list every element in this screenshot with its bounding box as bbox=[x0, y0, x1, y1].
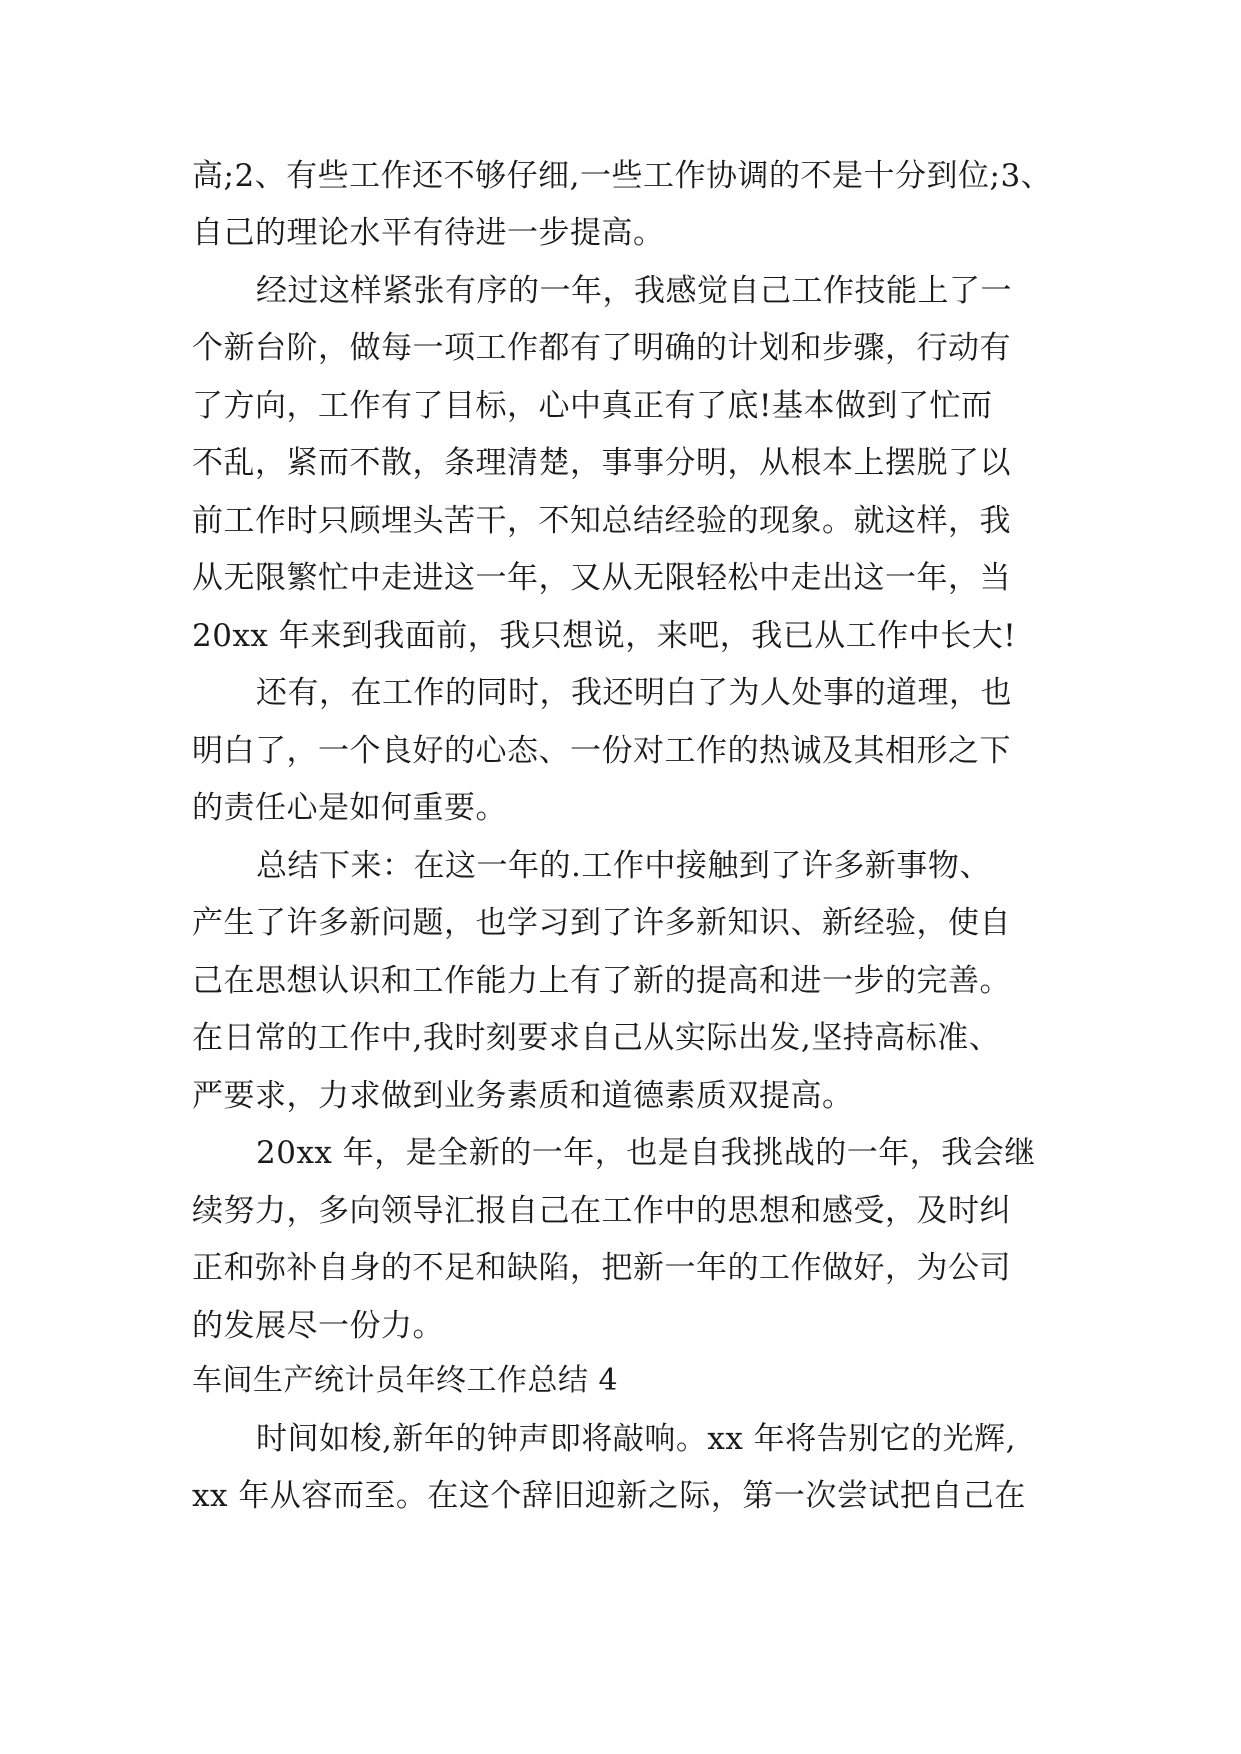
paragraph-first-line: 经过这样紧张有序的一年，我感觉自己工作技能上了一 bbox=[256, 273, 1012, 309]
text-line: 产生了许多新问题，也学习到了许多新知识、新经验，使自 bbox=[192, 905, 1011, 941]
text-line: 了方向，工作有了目标，心中真正有了底!基本做到了忙而 bbox=[192, 388, 993, 424]
paragraph-first-line: 20xx 年，是全新的一年，也是自我挑战的一年，我会继 bbox=[256, 1135, 1036, 1171]
text-line: 自己的理论水平有待进一步提高。 bbox=[192, 215, 665, 251]
text-line: 个新台阶，做每一项工作都有了明确的计划和步骤，行动有 bbox=[192, 330, 1011, 366]
text-line: 正和弥补自身的不足和缺陷，把新一年的工作做好，为公司 bbox=[192, 1250, 1011, 1286]
text-line: 前工作时只顾埋头苦干，不知总结经验的现象。就这样，我 bbox=[192, 503, 1011, 539]
text-line: 从无限繁忙中走进这一年，又从无限轻松中走出这一年，当 bbox=[192, 560, 1011, 596]
text-line: 的发展尽一份力。 bbox=[192, 1308, 444, 1344]
paragraph-first-line: 还有，在工作的同时，我还明白了为人处事的道理，也 bbox=[256, 675, 1012, 711]
text-line: 己在思想认识和工作能力上有了新的提高和进一步的完善。 bbox=[192, 963, 1011, 999]
text-line: 20xx 年来到我面前，我只想说，来吧，我已从工作中长大! bbox=[192, 618, 1017, 654]
paragraph-first-line: 时间如梭,新年的钟声即将敲响。xx 年将告别它的光辉, bbox=[256, 1421, 1017, 1457]
text-line: 在日常的工作中,我时刻要求自己从实际出发,坚持高标准、 bbox=[192, 1020, 1001, 1056]
text-line: 不乱，紧而不散，条理清楚，事事分明，从根本上摆脱了以 bbox=[192, 445, 1011, 481]
text-line: 明白了，一个良好的心态、一份对工作的热诚及其相形之下 bbox=[192, 733, 1011, 769]
text-line: 严要求，力求做到业务素质和道德素质双提高。 bbox=[192, 1078, 854, 1114]
paragraph-first-line: 总结下来：在这一年的.工作中接触到了许多新事物、 bbox=[256, 848, 991, 884]
section-heading: 车间生产统计员年终工作总结 4 bbox=[192, 1363, 619, 1398]
text-line: 续努力，多向领导汇报自己在工作中的思想和感受，及时纠 bbox=[192, 1193, 1011, 1229]
text-line: xx 年从容而至。在这个辞旧迎新之际，第一次尝试把自己在 bbox=[192, 1478, 1026, 1514]
text-line: 的责任心是如何重要。 bbox=[192, 790, 507, 826]
text-line: 高;2、有些工作还不够仔细,一些工作协调的不是十分到位;3、 bbox=[192, 158, 1053, 194]
